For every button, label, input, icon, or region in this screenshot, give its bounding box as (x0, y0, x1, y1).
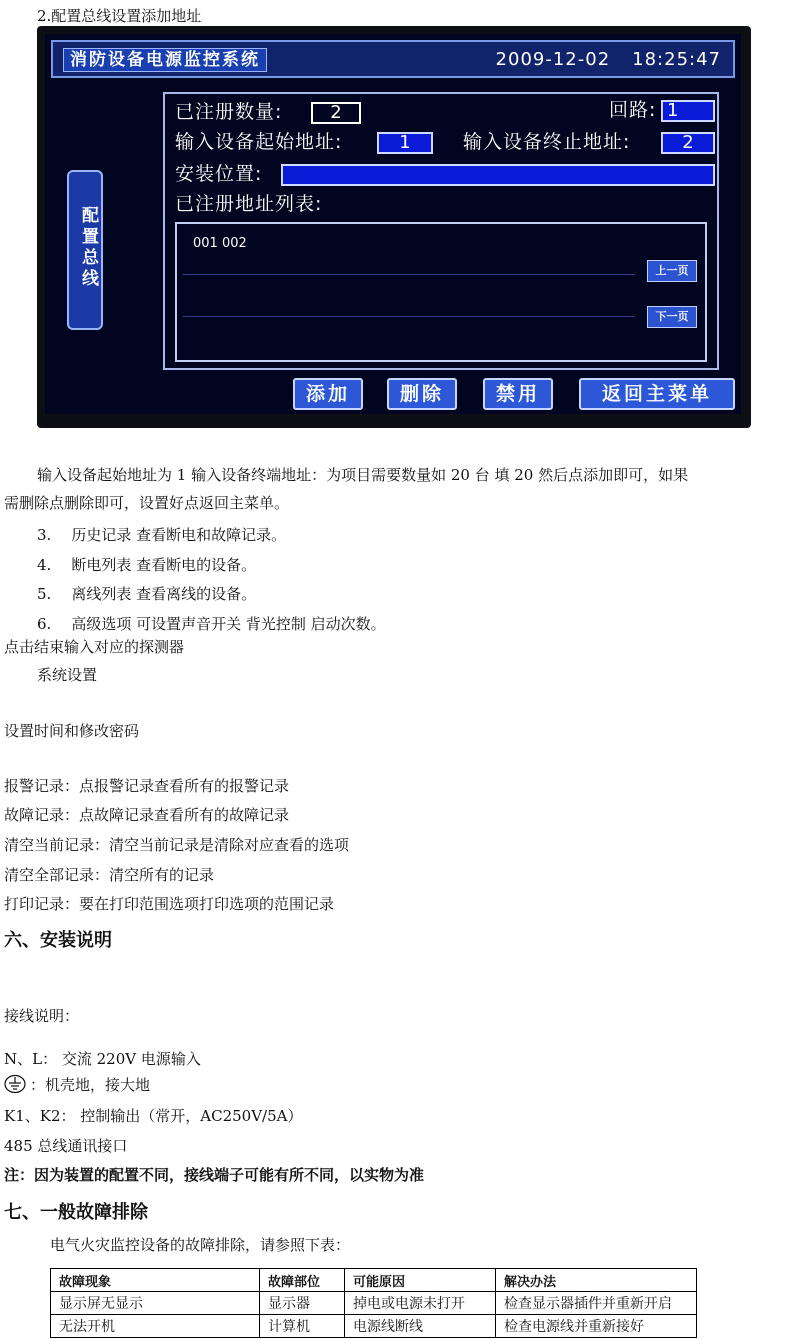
record-line: 报警记录：点报警记录查看所有的报警记录 (4, 777, 290, 795)
device-screen (45, 34, 741, 414)
header-part: 故障部位 (260, 1269, 345, 1292)
system-settings-text: 系统设置 (37, 666, 98, 684)
address-list-label: 已注册地址列表: (175, 193, 323, 215)
table-cell: 无法开机 (51, 1315, 260, 1338)
start-address-label: 输入设备起始地址: (175, 131, 343, 153)
list-item (37, 554, 256, 575)
table-row (51, 1315, 697, 1338)
location-label: 安装位置: (175, 163, 263, 185)
paragraph-line: 输入设备起始地址为 1 输入设备终端地址：为项目需要数量如 20 台 填 20 然后点添加即可，如果 (37, 466, 689, 484)
time-text: 18:25:47 (632, 49, 721, 70)
ground-icon (4, 1074, 26, 1098)
end-address-label: 输入设备终止地址: (463, 131, 631, 153)
record-line: 打印记录：要在打印范围选项打印选项的范围记录 (4, 895, 335, 913)
figure-caption: 2.配置总线设置添加地址 (37, 7, 202, 25)
date-text: 2009-12-02 (495, 49, 611, 70)
record-line: 故障记录：点故障记录查看所有的故障记录 (4, 806, 290, 824)
loop-field[interactable]: 1 (661, 100, 715, 122)
location-field[interactable] (281, 164, 715, 186)
address-list (175, 222, 707, 362)
item-number: 4. (37, 556, 52, 574)
table-cell: 电源线断线 (345, 1315, 496, 1338)
record-line: 清空全部记录：清空所有的记录 (4, 866, 215, 884)
disable-button[interactable]: 禁用 (483, 378, 553, 410)
item-text: 断电列表 查看断电的设备。 (71, 556, 257, 574)
item-text: 高级选项 可设置声音开关 背光控制 启动次数。 (71, 615, 386, 633)
header-solution: 解决办法 (496, 1269, 697, 1292)
wiring-note: 注：因为装置的配置不同，接线端子可能有所不同，以实物为准 (4, 1166, 425, 1184)
table-cell: 检查电源线并重新接好 (496, 1315, 697, 1338)
end-input-text: 点击结束输入对应的探测器 (4, 638, 185, 656)
item-number: 3. (37, 526, 52, 544)
end-address-field[interactable]: 2 (661, 132, 715, 154)
troubleshooting-table (50, 1268, 697, 1338)
header-cause: 可能原因 (345, 1269, 496, 1292)
datetime (496, 49, 721, 71)
list-divider (183, 274, 635, 275)
ground-text: ：机壳地，接大地 (30, 1076, 151, 1094)
registered-count-field: 2 (311, 102, 361, 124)
list-divider (183, 316, 635, 317)
table-cell: 显示屏无显示 (51, 1292, 260, 1315)
list-item (37, 583, 256, 604)
troubleshooting-intro: 电气火灾监控设备的故障排除，请参照下表： (50, 1236, 351, 1254)
header-symptom: 故障现象 (51, 1269, 260, 1292)
table-header-row (51, 1269, 697, 1292)
section-6-heading: 六、安装说明 (4, 930, 112, 951)
list-item (37, 613, 386, 634)
side-tab-label: 配置总线 (78, 206, 98, 290)
next-page-button[interactable]: 下一页 (647, 306, 697, 328)
item-number: 5. (37, 585, 52, 603)
registered-count-label: 已注册数量: (175, 101, 283, 123)
add-button[interactable]: 添加 (293, 378, 363, 410)
table-cell: 计算机 (260, 1315, 345, 1338)
address-list-entries: 001 002 (193, 236, 247, 251)
table-cell: 掉电或电源未打开 (345, 1292, 496, 1315)
table-row (51, 1292, 697, 1315)
device-screenshot (37, 26, 751, 428)
set-time-text: 设置时间和修改密码 (4, 722, 140, 740)
start-address-field[interactable]: 1 (377, 132, 433, 154)
loop-label: 回路: (609, 99, 657, 121)
app-title: 消防设备电源监控系统 (63, 48, 267, 72)
paragraph-line: 需删除点删除即可，设置好点返回主菜单。 (4, 494, 290, 512)
side-tab-bus-config[interactable] (67, 170, 103, 330)
k-wiring: K1、K2： 控制输出（常开，AC250V/5A） (4, 1107, 303, 1125)
title-bar (51, 40, 735, 78)
back-to-main-menu-button[interactable]: 返回主菜单 (579, 378, 735, 410)
item-text: 历史记录 查看断电和故障记录。 (71, 526, 287, 544)
item-number: 6. (37, 615, 52, 633)
table-cell: 检查显示器插件并重新开启 (496, 1292, 697, 1315)
list-item (37, 524, 286, 545)
config-panel (163, 92, 719, 370)
section-7-heading: 七、一般故障排除 (4, 1202, 148, 1223)
delete-button[interactable]: 删除 (387, 378, 457, 410)
ground-wiring (4, 1074, 150, 1098)
wiring-title: 接线说明： (4, 1007, 80, 1025)
item-text: 离线列表 查看离线的设备。 (71, 585, 257, 603)
prev-page-button[interactable]: 上一页 (647, 260, 697, 282)
table-cell: 显示器 (260, 1292, 345, 1315)
nl-wiring: N、L： 交流 220V 电源输入 (4, 1050, 201, 1068)
rs485-wiring: 485 总线通讯接口 (4, 1137, 128, 1155)
record-line: 清空当前记录：清空当前记录是清除对应查看的选项 (4, 836, 350, 854)
